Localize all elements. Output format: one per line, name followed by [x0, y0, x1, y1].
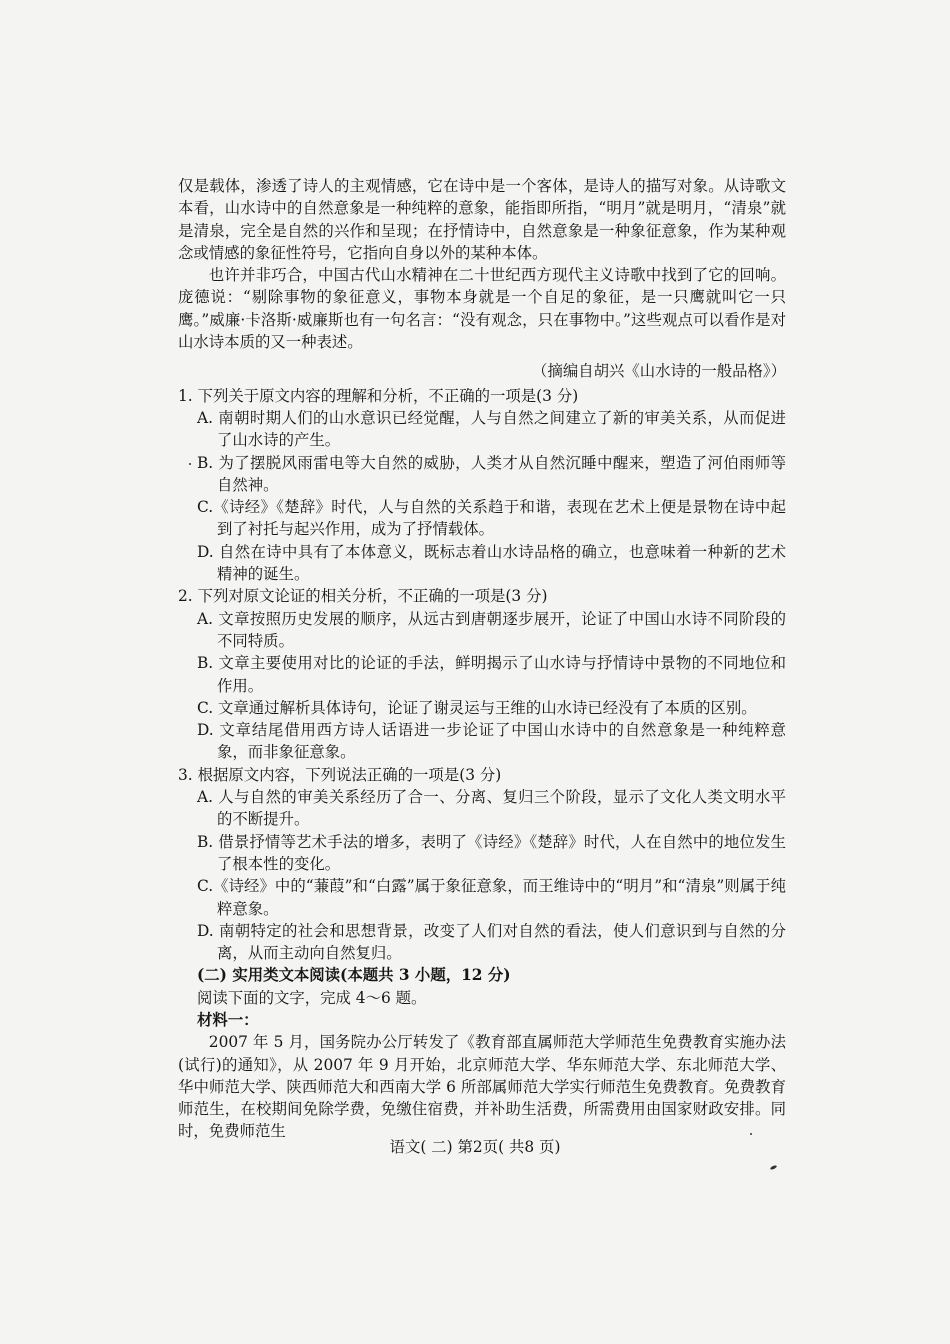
passage-source: （摘编自胡兴《山水诗的一般品格》）: [532, 362, 786, 381]
scan-speck: [750, 1133, 752, 1135]
question-stem: 2. 下列对原文论证的相关分析，不正确的一项是(3 分): [178, 587, 548, 606]
material-paragraph: 2007 年 5 月，国务院办公厅转发了《教育部直属师范大学师范生免费教育实施办法(试行)的通知》，从 2007 年 9 月开始，北京师范大学、华东师范大学、东北师范大学、华中师范大学、陕西师范大和西南大学 6 所部属师范大学实行师范生免费教育。免费教育师范生，在校期间免除学费，免缴住宿费，并补助生活费，所需费用由国家财政安排。同时，免费师范生: [178, 1033, 786, 1141]
passage-paragraph: 也许并非巧合，中国古代山水精神在二十世纪西方现代主义诗歌中找到了它的回响。庞德说：“剔除事物的象征意义，事物本身就是一个自足的象征，是一只鹰就叫它一只鹰。”威廉·卡洛斯·威廉斯也有一句名言：“没有观念，只在事物中。”这些观点可以看作是对山水诗本质的又一种表述。: [178, 266, 786, 352]
option-b: B. 文章主要使用对比的论证的手法，鲜明揭示了山水诗与抒情诗中景物的不同地位和作用。: [197, 654, 786, 695]
question-2: [178, 585, 786, 763]
question-stem: 3. 根据原文内容，下列说法正确的一项是(3 分): [178, 765, 502, 784]
option-a: A. 文章按照历史发展的顺序，从远古到唐朝逐步展开，论证了中国山水诗不同阶段的不同特质。: [197, 609, 786, 650]
passage-paragraph: 仅是载体，渗透了诗人的主观情感，它在诗中是一个客体，是诗人的描写对象。从诗歌文本看，山水诗中的自然意象是一种纯粹的意象，能指即所指，“明月”就是明月，“清泉”就是清泉，完全是自然的兴作和呈现；在抒情诗中，自然意象是一种象征意象，作为某种观念或情感的象征性符号，它指向自身以外的某种本体。: [178, 177, 786, 262]
option-d: D. 南朝特定的社会和思想背景，改变了人们对自然的看法，使人们意识到与自然的分离，从而主动向自然复归。: [197, 921, 786, 963]
page-content: [178, 175, 786, 1143]
question-3: [178, 764, 786, 965]
page-footer: 语文( 二) 第2页( 共8 页): [389, 1138, 561, 1156]
section-instruction: 阅读下面的文字，完成 4～6 题。: [197, 988, 427, 1007]
option-b: B. 为了摆脱风雨雷电等大自然的威胁，人类才从自然沉睡中醒来，塑造了河伯雨师等自然神。: [197, 453, 786, 494]
scan-speck: [770, 1165, 778, 1171]
question-1: [178, 385, 786, 586]
option-c: C.《诗经》《楚辞》时代，人与自然的关系趋于和谐，表现在艺术上便是景物在诗中起到了衬托与起兴作用，成为了抒情载体。: [197, 498, 786, 539]
option-c: C.《诗经》中的“蒹葭”和“白露”属于象征意象，而王维诗中的“明月”和“清泉”则属于纯粹意象。: [197, 877, 786, 918]
option-d: D. 文章结尾借用西方诗人话语进一步论证了中国山水诗中的自然意象是一种纯粹意象，而非象征意象。: [197, 721, 786, 762]
option-d: D. 自然在诗中具有了本体意义，既标志着山水诗品格的确立，也意味着一种新的艺术精神的诞生。: [197, 542, 786, 584]
option-a: A. 人与自然的审美关系经历了合一、分离、复归三个阶段，显示了文化人类文明水平的不断提升。: [197, 788, 786, 829]
scan-speck: [189, 463, 191, 465]
section-heading: (二) 实用类文本阅读(本题共 3 小题，12 分): [197, 966, 511, 985]
option-b: B. 借景抒情等艺术手法的增多，表明了《诗经》《楚辞》时代，人在自然中的地位发生了根本性的变化。: [197, 832, 786, 873]
option-c: C. 文章通过解析具体诗句，论证了谢灵运与王维的山水诗已经没有了本质的区别。: [197, 698, 757, 717]
question-stem: 1. 下列关于原文内容的理解和分析，不正确的一项是(3 分): [178, 386, 579, 405]
material-label: 材料一：: [197, 1010, 259, 1029]
option-a: A. 南朝时期人们的山水意识已经觉醒，人与自然之间建立了新的审美关系，从而促进了山水诗的产生。: [197, 408, 786, 450]
